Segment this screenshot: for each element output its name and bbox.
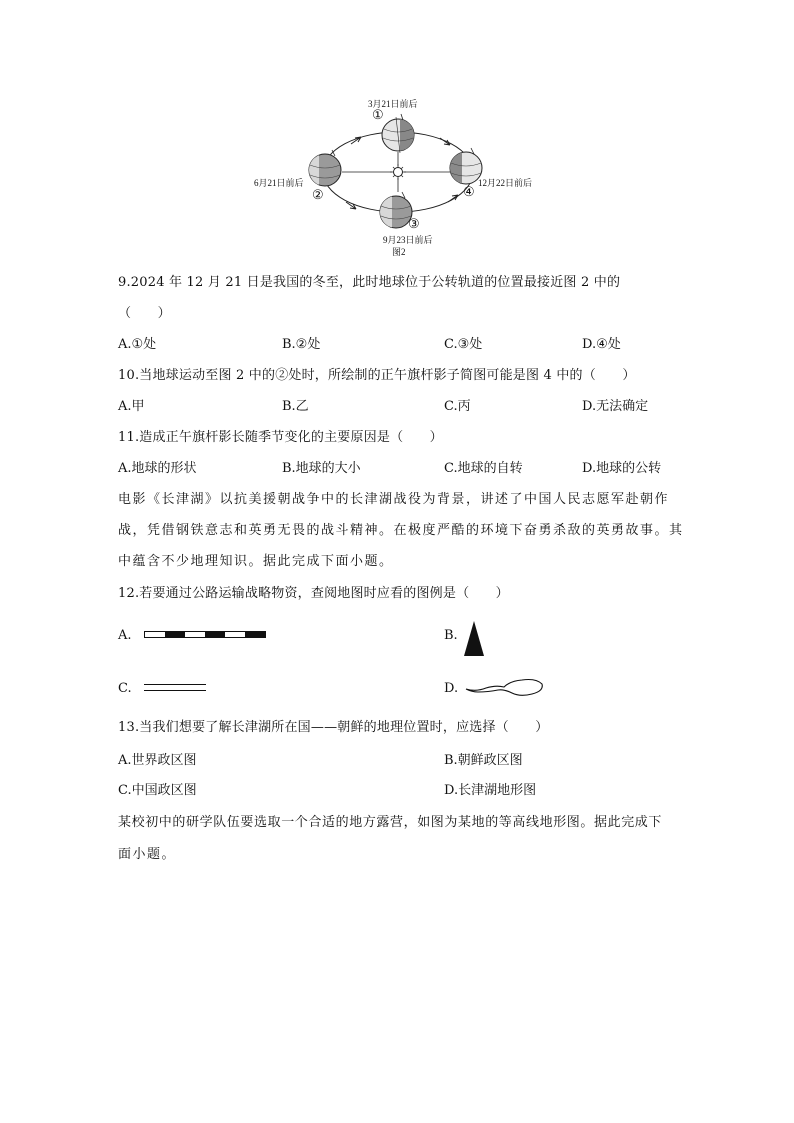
- q10-option-b[interactable]: B.乙: [282, 399, 309, 414]
- q12-option-c-label[interactable]: C.: [118, 681, 132, 696]
- q12-option-a-label[interactable]: A.: [118, 628, 132, 643]
- date-label-mar21: 3月21日前后: [368, 99, 418, 109]
- date-label-dec22: 12月22日前后: [478, 178, 533, 188]
- q9-option-b[interactable]: B.②处: [282, 337, 321, 352]
- q13-option-d[interactable]: D.长津湖地形图: [444, 783, 537, 798]
- date-label-sep23: 9月23日前后: [383, 235, 433, 245]
- q11-option-c[interactable]: C.地球的自转: [444, 461, 523, 476]
- figure-caption: 图2: [392, 247, 406, 257]
- q9-stem-line1: 9.2024 年 12 月 21 日是我国的冬至，此时地球位于公转轨道的位置最接近图 2 中的: [118, 275, 621, 290]
- q13-option-b[interactable]: B.朝鲜政区图: [444, 753, 523, 768]
- passage1-line2: 战，凭借钢铁意志和英勇无畏的战斗精神。在极度严酷的环境下奋勇杀敌的英勇故事。其: [118, 523, 684, 538]
- position-marker-4: ④: [463, 185, 475, 200]
- q9-option-c[interactable]: C.③处: [444, 337, 483, 352]
- position-marker-2: ②: [312, 188, 324, 203]
- q10-option-a[interactable]: A.甲: [118, 399, 145, 414]
- q12-option-b-label[interactable]: B.: [444, 628, 458, 643]
- q13-option-c[interactable]: C.中国政区图: [118, 783, 197, 798]
- q9-option-d[interactable]: D.④处: [582, 337, 621, 352]
- position-marker-1: ①: [372, 108, 384, 123]
- figure-2: [250, 92, 550, 262]
- q9-option-a[interactable]: A.①处: [118, 337, 157, 352]
- q12-stem: 12.若要通过公路运输战略物资，查阅地图时应看的图例是（ ）: [118, 586, 509, 601]
- q10-stem: 10.当地球运动至图 2 中的②处时，所绘制的正午旗杆影子简图可能是图 4 中的（ ）: [118, 368, 636, 383]
- railway-symbol-icon[interactable]: [144, 631, 266, 638]
- passage2-line1: 某校初中的研学队伍要选取一个合适的地方露营，如图为某地的等高线地形图。据此完成下: [118, 815, 663, 830]
- earth-position-2-icon: [309, 150, 341, 188]
- q13-stem: 13.当我们想要了解长津湖所在国——朝鲜的地理位置时，应选择（ ）: [118, 720, 549, 735]
- position-marker-3: ③: [408, 217, 420, 232]
- q11-option-b[interactable]: B.地球的大小: [282, 461, 361, 476]
- q10-option-d[interactable]: D.无法确定: [582, 399, 649, 414]
- q11-option-a[interactable]: A.地球的形状: [118, 461, 197, 476]
- q11-stem: 11.造成正午旗杆影长随季节变化的主要原因是（ ）: [118, 430, 443, 445]
- road-double-line-icon[interactable]: [144, 684, 206, 691]
- q10-option-c[interactable]: C.丙: [444, 399, 471, 414]
- date-label-jun21: 6月21日前后: [254, 178, 304, 188]
- q11-option-d[interactable]: D.地球的公转: [582, 461, 662, 476]
- q12-option-d-label[interactable]: D.: [444, 681, 459, 696]
- q13-option-a[interactable]: A.世界政区图: [118, 753, 197, 768]
- passage1-line1: 电影《长津湖》以抗美援朝战争中的长津湖战役为背景，讲述了中国人民志愿军赴朝作: [118, 492, 670, 507]
- q9-stem-line2: （ ）: [118, 306, 171, 321]
- mountain-peak-icon[interactable]: [462, 620, 486, 658]
- passage1-line3: 中蕴含不少地理知识。据此完成下面小题。: [118, 554, 394, 569]
- earth-position-1-icon: [382, 114, 416, 153]
- river-lake-icon[interactable]: [464, 675, 546, 699]
- passage2-line2: 面小题。: [118, 847, 177, 862]
